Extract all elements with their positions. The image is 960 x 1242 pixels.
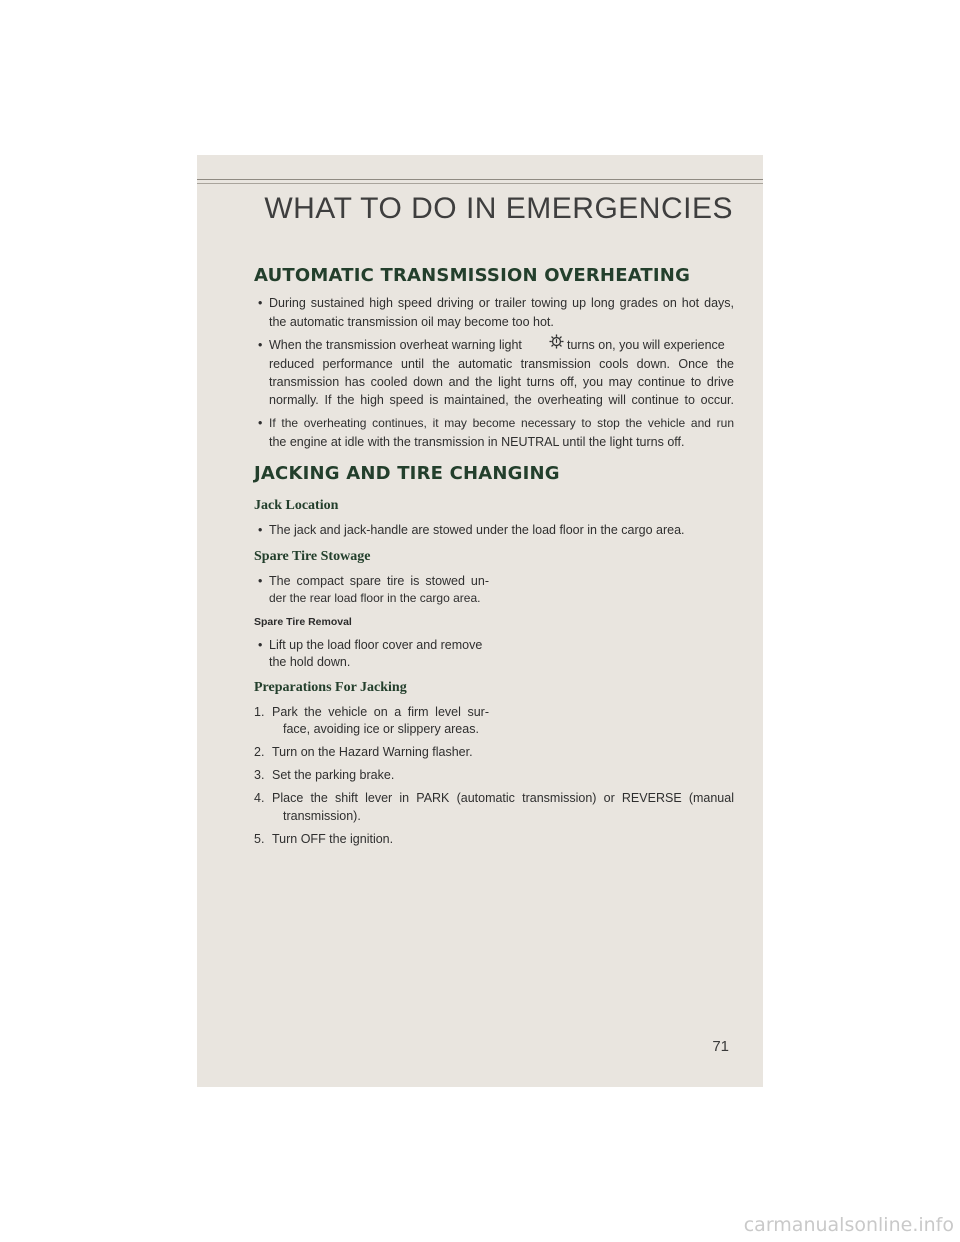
- bullet-dot: •: [258, 574, 263, 588]
- step-5-text: Turn OFF the ignition.: [272, 832, 394, 846]
- header-rule: [197, 179, 763, 180]
- heading-spare-tire-stowage: Spare Tire Stowage: [254, 549, 371, 564]
- step-4-line-1: Place the shift lever in PARK (automatic transmission) or REVERSE (manual: [272, 791, 734, 805]
- step-4-line-2: transmission).: [283, 809, 361, 823]
- jack-location-text: The jack and jack-handle are stowed under the load floor in the cargo area.: [269, 523, 685, 537]
- bullet-dot: •: [258, 296, 263, 310]
- step-3-text: Set the parking brake.: [272, 768, 395, 782]
- step-number: 4.: [254, 791, 265, 805]
- watermark-text: carmanualsonline.info: [743, 1214, 954, 1236]
- step-1-line-1: Park the vehicle on a firm level sur-: [272, 705, 489, 719]
- bullet-2-line-2: reduced performance until the automatic transmission cools down. Once the: [269, 357, 734, 371]
- running-head: WHAT TO DO IN EMERGENCIES: [264, 192, 733, 225]
- heading-preparations-for-jacking: Preparations For Jacking: [254, 680, 407, 695]
- bullet-dot: •: [258, 523, 263, 537]
- bullet-2-line-1a: When the transmission overheat warning light: [269, 338, 522, 352]
- bullet-2-line-1b: turns on, you will experience: [567, 338, 725, 352]
- page-number: 71: [712, 1038, 729, 1055]
- step-number: 1.: [254, 705, 265, 719]
- section-title-transmission-overheating: AUTOMATIC TRANSMISSION OVERHEATING: [254, 265, 691, 286]
- bullet-1-line-1: During sustained high speed driving or trailer towing up long grades on hot days,: [269, 296, 734, 310]
- bullet-2-line-4: normally. If the high speed is maintained, the overheating will continue to occur.: [269, 393, 734, 407]
- bullet-3-line-1: If the overheating continues, it may become necessary to stop the vehicle and run: [269, 416, 734, 430]
- bullet-dot: •: [258, 416, 263, 430]
- step-number: 2.: [254, 745, 265, 759]
- bullet-dot: •: [258, 338, 263, 352]
- spare-removal-line-2: the hold down.: [269, 655, 351, 669]
- bullet-3-line-2: the engine at idle with the transmission in NEUTRAL until the light turns off.: [269, 435, 685, 449]
- bullet-1-line-2: the automatic transmission oil may become too hot.: [269, 315, 554, 329]
- heading-jack-location: Jack Location: [254, 498, 339, 513]
- spare-removal-line-1: Lift up the load floor cover and remove: [269, 638, 483, 652]
- step-1-line-2: face, avoiding ice or slippery areas.: [283, 722, 479, 736]
- transmission-temperature-warning-icon: [549, 334, 564, 349]
- header-rule-thin: [197, 183, 763, 184]
- bullet-dot: •: [258, 638, 263, 652]
- section-title-jacking: JACKING AND TIRE CHANGING: [254, 463, 560, 484]
- step-number: 3.: [254, 768, 265, 782]
- spare-stowage-line-2: der the rear load floor in the cargo area.: [269, 591, 481, 605]
- step-2-text: Turn on the Hazard Warning flasher.: [272, 745, 473, 759]
- manual-page: [197, 155, 763, 1087]
- heading-spare-tire-removal: Spare Tire Removal: [254, 616, 352, 628]
- bullet-2-line-3: transmission has cooled down and the light turns off, you may continue to drive: [269, 375, 734, 389]
- step-number: 5.: [254, 832, 265, 846]
- spare-stowage-line-1: The compact spare tire is stowed un-: [269, 574, 489, 588]
